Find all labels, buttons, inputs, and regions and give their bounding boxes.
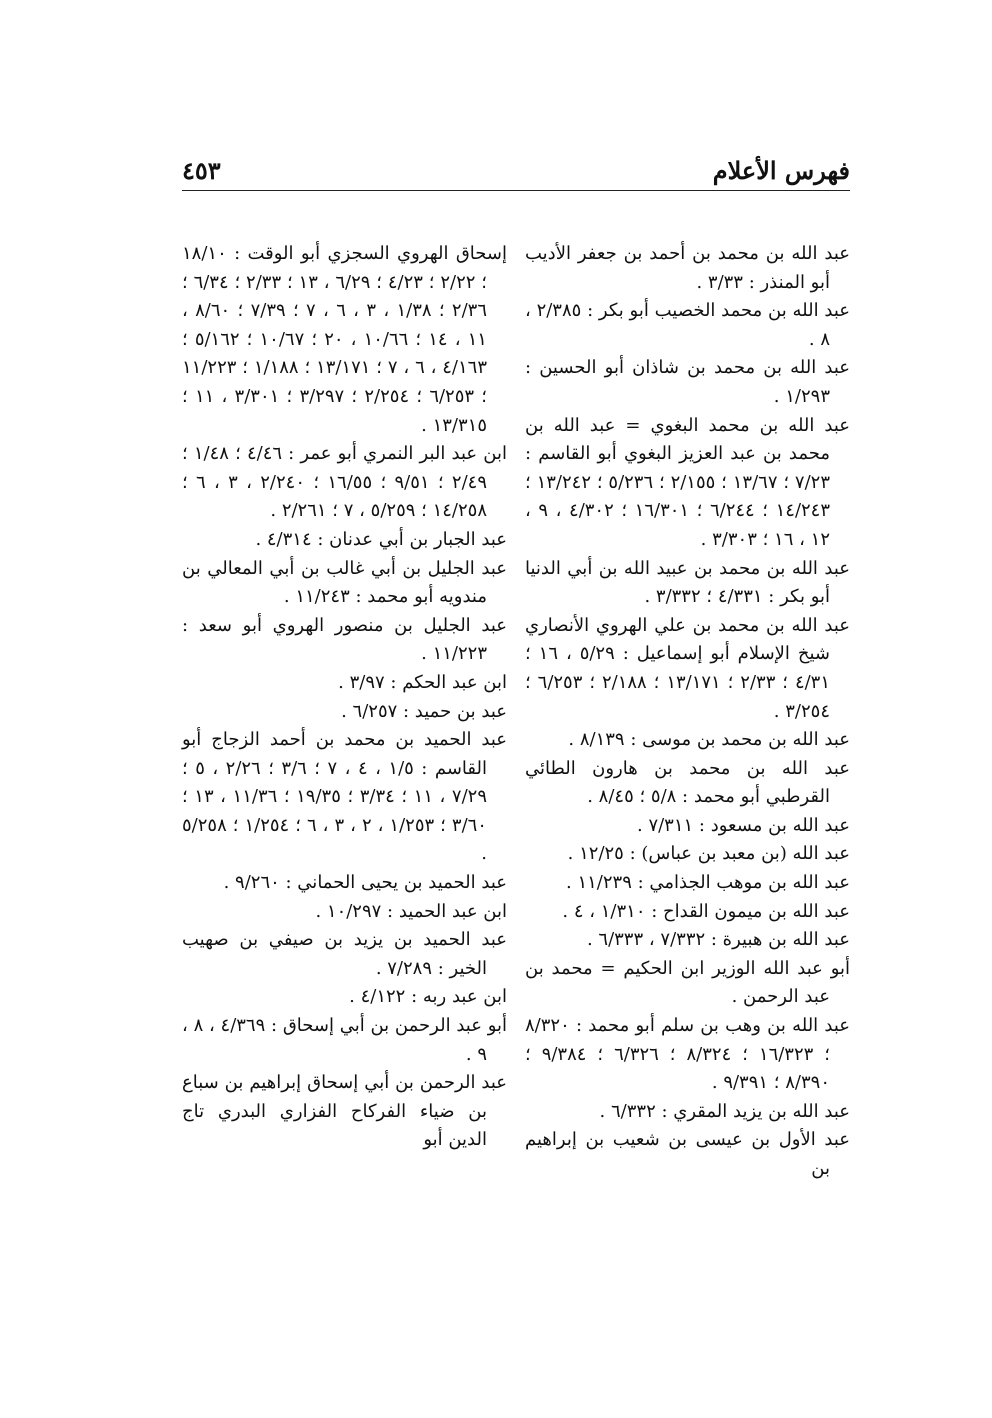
index-entry: عبد الجليل بن أبي غالب بن أبي المعالي بن مندويه أبو محمد : ١١/٢٤٣ . (182, 557, 507, 608)
index-entry: عبد الله بن وهب بن سلم أبو محمد : ٨/٣٢٠ ؛ ١٦/٣٢٣ ؛ ٨/٣٢٤ ؛ ٦/٣٢٦ ؛ ٩/٣٨٤ ؛ ٨/٣٩٠ ؛ ٩/٣٩١ . (525, 1015, 850, 1094)
index-entry: عبد الجبار بن أبي عدنان : ٤/٣١٤ . (255, 528, 507, 550)
index-entry: عبد الأول بن عيسى بن شعيب بن إبراهيم بن (525, 1129, 850, 1179)
index-entry: عبد بن حميد : ٦/٢٥٧ . (341, 700, 507, 722)
index-entry: عبد الله بن محمد البغوي = عبد الله بن محمد بن عبد العزيز البغوي أبو القاسم : ٧/٢٣ ؛ ١٣/٦٧ ؛ ٢/١٥٥ ؛ ٥/٢٣٦ ؛ ١٣/٢٤٢ ؛ ١٤/٢٤٣ ؛ ٦/٢٤٤ ؛ ١٦/٣٠١ ؛ ٤/٣٠٢ ، ٩ ، ١٢ ، ١٦ ؛ ٣/٣٠٣ . (525, 414, 850, 550)
index-entry: عبد الحميد بن يحيى الحماني : ٩/٢٦٠ . (223, 872, 507, 894)
index-entry: عبد الرحمن بن أبي إسحاق إبراهيم بن سباع بن ضياء الفركاح الفزاري البدري تاج الدين أبو (182, 1072, 507, 1151)
index-entry: عبد الله بن محمد الخصيب أبو بكر : ٢/٣٨٥ ، ٨ . (525, 300, 850, 350)
index-entry: عبد الله بن ميمون القداح : ١/٣١٠ ، ٤ . (562, 900, 850, 922)
index-entry: عبد الله (بن معبد بن عباس) : ١٢/٢٥ . (567, 843, 850, 865)
index-entry: أبو عبد الله الوزير ابن الحكيم = محمد بن عبد الرحمن . (525, 957, 850, 1008)
right-column (525, 240, 850, 1184)
index-entry: عبد الله بن محمد بن شاذان أبو الحسين : ١/٢٩٣ . (525, 357, 850, 407)
index-entry: عبد الجليل بن منصور الهروي أبو سعد : ١١/٢٢٣ . (182, 614, 507, 665)
index-entry: عبد الله بن مسعود : ٧/٣١١ . (637, 814, 850, 836)
index-entry: عبد الله بن محمد بن أحمد بن جعفر الأديب أبو المنذر : ٣/٣٣ . (525, 243, 850, 293)
index-entry: عبد الله بن موهب الجذامي : ١١/٢٣٩ . (566, 872, 850, 894)
index-entry: عبد الله بن محمد بن علي الهروي الأنصاري شيخ الإسلام أبو إسماعيل : ٥/٢٩ ، ١٦ ؛ ٤/٣١ ؛ ٢/٣٣ ؛ ١٣/١٧١ ؛ ٢/١٨٨ ؛ ٦/٢٥٣ ؛ ٣/٢٥٤ . (525, 614, 850, 722)
index-entry: عبد الله بن محمد بن موسى : ٨/١٣٩ . (568, 729, 850, 751)
index-entry: ابن عبد البر النمري أبو عمر : ٤/٤٦ ؛ ١/٤٨ ؛ ٢/٤٩ ؛ ٩/٥١ ؛ ١٦/٥٥ ؛ ٢/٢٤٠ ، ٣ ، ٦ ؛ ١٤/٢٥٨ ؛ ٥/٢٥٩ ، ٧ ؛ ٢/٢٦١ . (182, 443, 508, 522)
left-column (182, 240, 507, 1155)
index-entry: إسحاق الهروي السجزي أبو الوقت : ١٨/١٠ ؛ ٢/٢٢ ؛ ٤/٢٣ ؛ ٦/٢٩ ، ١٣ ؛ ٢/٣٣ ؛ ٦/٣٤ ؛ ٢/٣٦ ؛ ١/٣٨ ، ٣ ، ٦ ، ٧ ؛ ٧/٣٩ ؛ ٨/٦٠ ، ١١ ، ١٤ ؛ ١٠/٦٦ ، ٢٠ ؛ ١٠/٦٧ ؛ ٥/١٦٢ ؛ ٤/١٦٣ ، ٦ ، ٧ ؛ ١٣/١٧١ ؛ ١/١٨٨ ؛ ١١/٢٢٣ ؛ ٦/٢٥٣ ؛ ٢/٢٥٤ ؛ ٣/٢٩٧ ؛ ٣/٣٠١ ، ١١ ؛ ١٣/٣١٥ . (182, 243, 507, 436)
index-entry: عبد الحميد بن يزيد بن صيفي بن صهيب الخير : ٧/٢٨٩ . (182, 929, 507, 979)
index-entry: عبد الله بن محمد بن هارون الطائي القرطبي أبو محمد : ٥/٨ ؛ ٨/٤٥ . (525, 757, 850, 808)
index-entry: عبد الله بن يزيد المقري : ٦/٣٣٢ . (599, 1100, 850, 1122)
index-entry: ابن عبد الحميد : ١٠/٢٩٧ . (315, 900, 507, 922)
index-entry: ابن عبد ربه : ٤/١٢٢ . (349, 986, 507, 1008)
index-entry: عبد الله بن هبيرة : ٧/٣٣٢ ، ٦/٣٣٣ . (586, 929, 850, 951)
page-number: ٤٥٣ (182, 156, 221, 185)
running-title: فهرس الأعلام (712, 156, 850, 185)
index-entry: عبد الحميد بن محمد بن أحمد الزجاج أبو القاسم : ١/٥ ، ٤ ، ٧ ؛ ٣/٦ ؛ ٢/٢٦ ، ٥ ؛ ٧/٢٩ ، ١١ ؛ ٣/٣٤ ؛ ١٩/٣٥ ؛ ١١/٣٦ ، ١٣ ؛ ٣/٦٠ ؛ ١/٢٥٣ ، ٢ ، ٣ ، ٦ ؛ ١/٢٥٤ ؛ ٥/٢٥٨ . (182, 729, 507, 865)
index-entry: أبو عبد الرحمن بن أبي إسحاق : ٤/٣٦٩ ، ٨ ، ٩ . (182, 1015, 507, 1065)
page-header (182, 150, 850, 191)
index-entry: ابن عبد الحكم : ٣/٩٧ . (338, 671, 507, 693)
index-entry: عبد الله بن محمد بن عبيد الله بن أبي الدنيا أبو بكر : ٤/٣٣١ ؛ ٣/٣٣٢ . (525, 557, 850, 608)
